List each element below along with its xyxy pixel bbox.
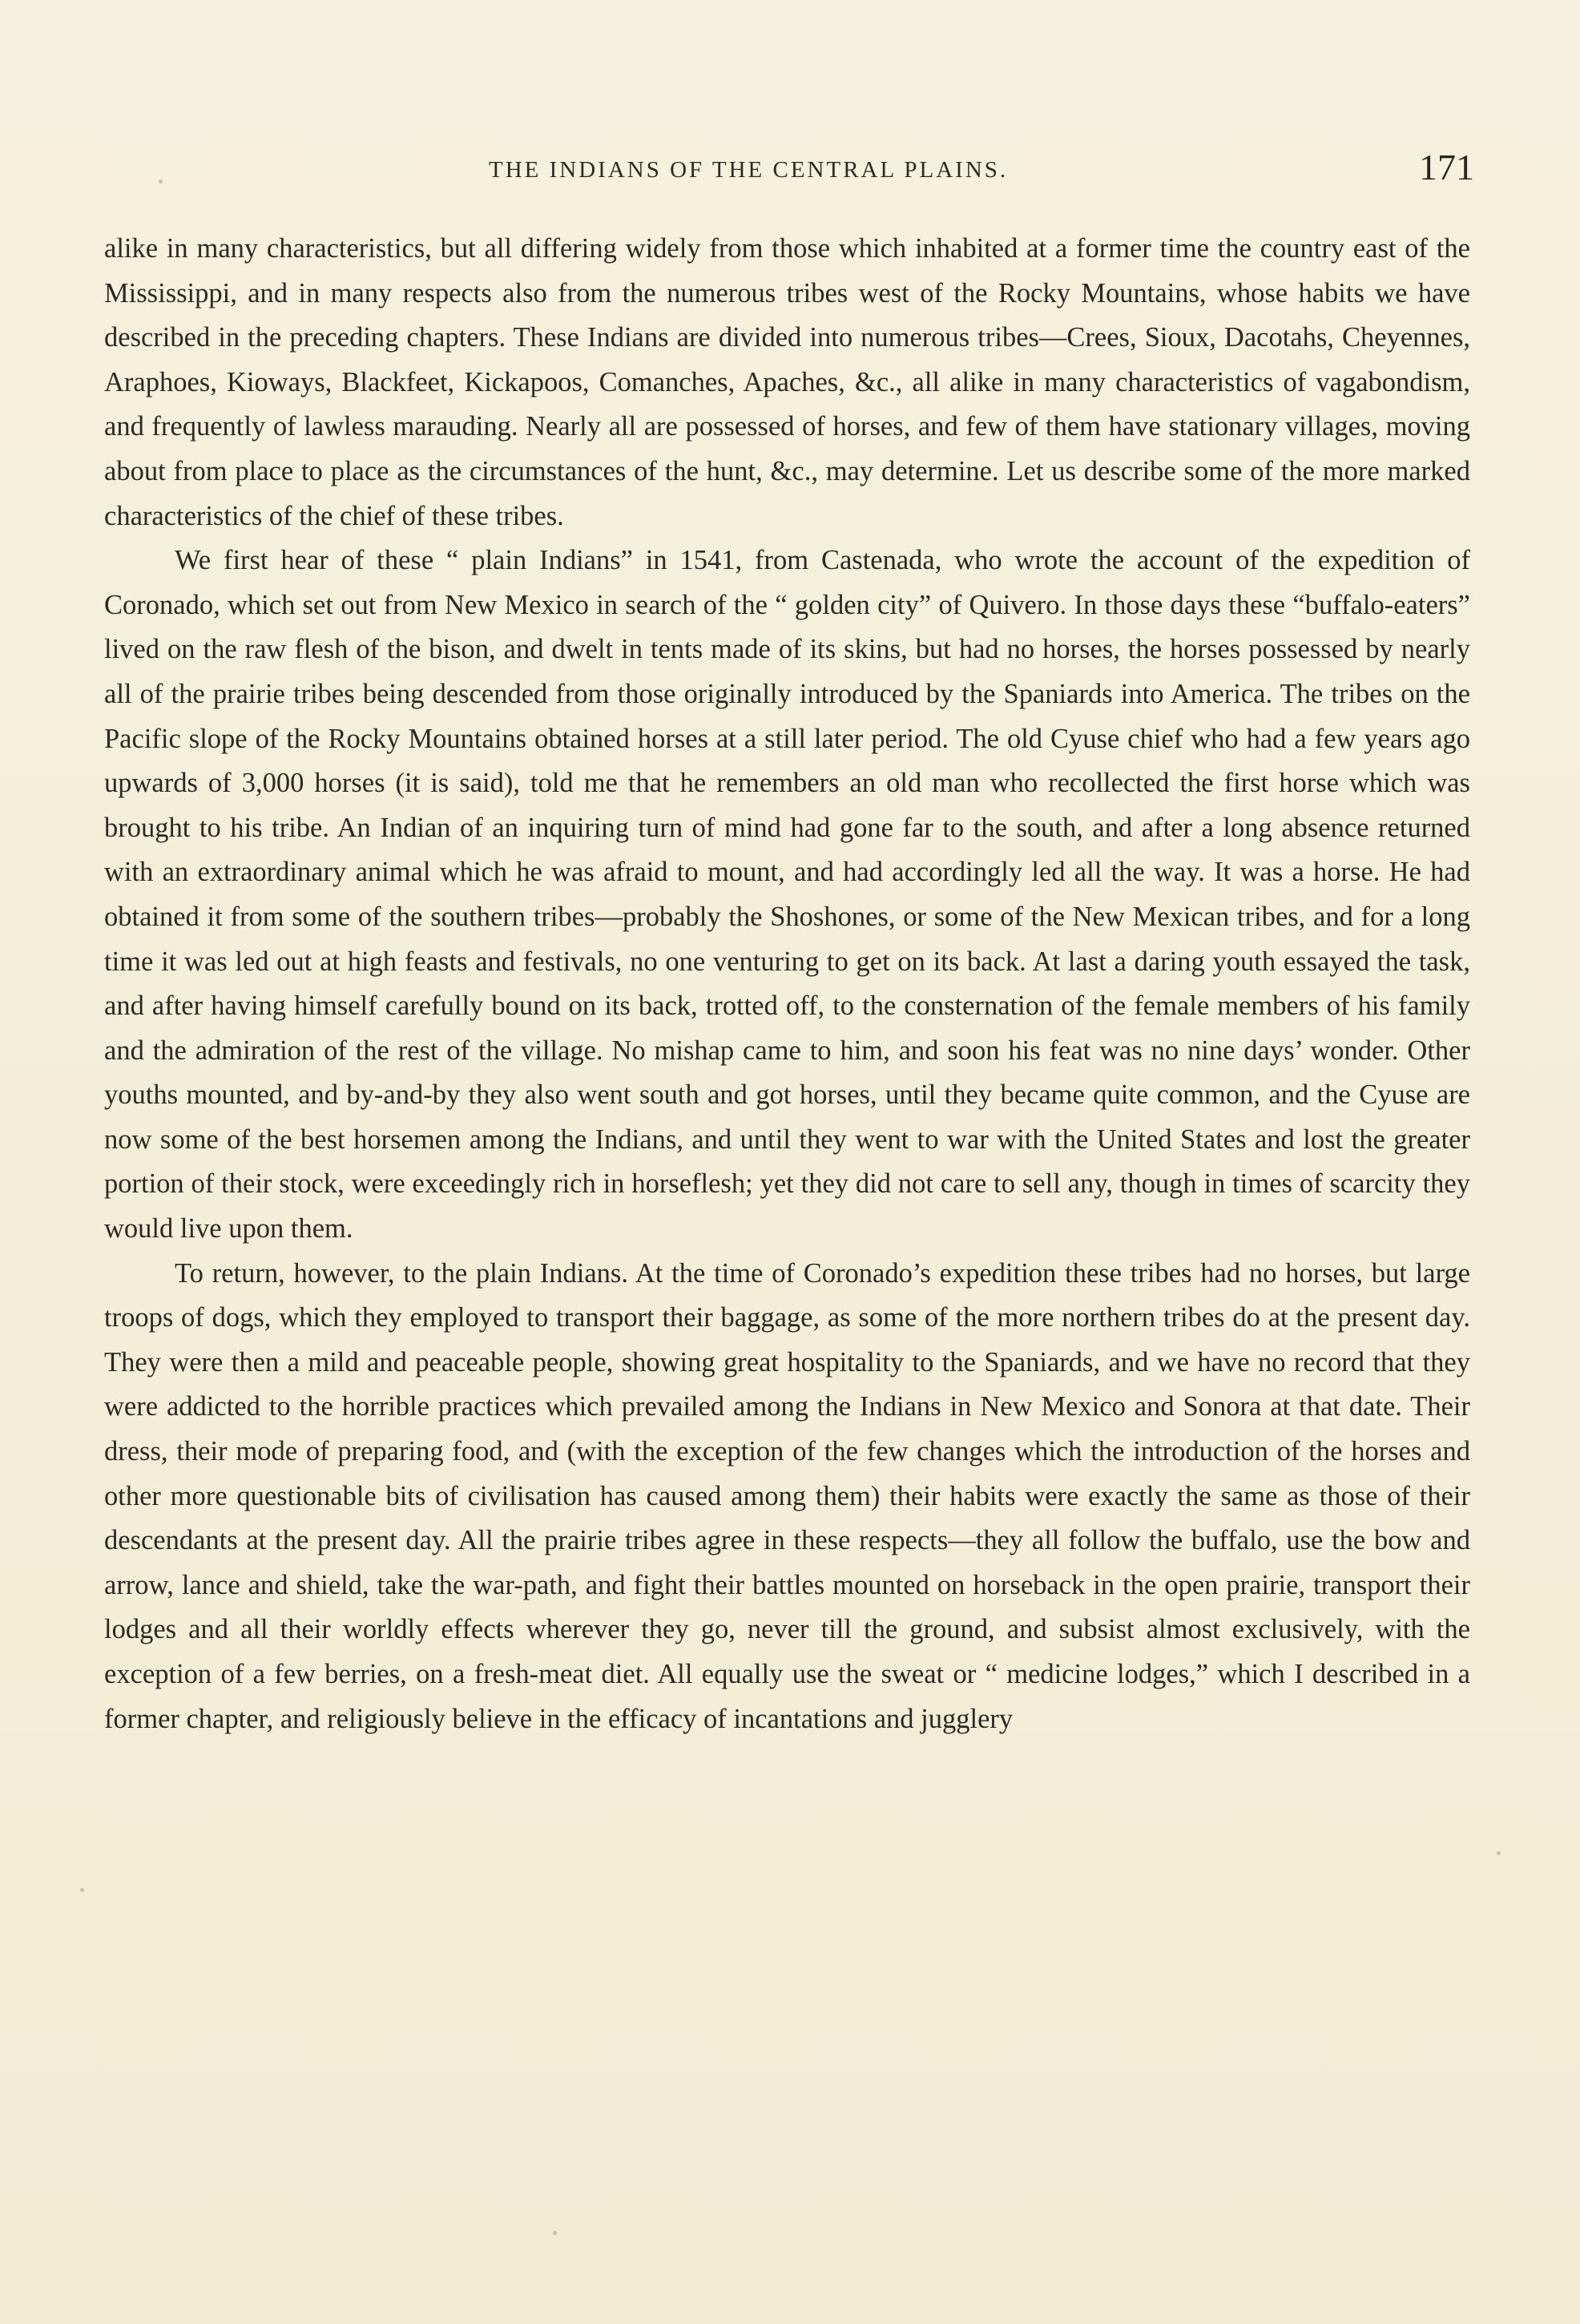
running-head [104,146,1474,194]
paper-speck-mark [80,1888,84,1892]
paragraph-continued: alike in many characteristics, but all differing widely from those which inhabited at a former time the country east of the Mississippi, and in many respects also from the numerous tribes west of the Rocky Mountains, whose habits we have described in the preceding chapters. These Indians are divided into numerous tribes—Crees, Sioux, Dacotahs, Cheyennes, Araphoes, Kioways, Blackfeet, Kickapoos, Comanches, Apaches, &c., all alike in many characteristics of vagabondism, and frequently of lawless marauding. Nearly all are possessed of horses, and few of them have stationary villages, moving about from place to place as the circumstances of the hunt, &c., may determine. Let us describe some of the more marked characteristics of the chief of these tribes. [104,233,1470,531]
paragraph-coronado-expedition: To return, however, to the plain Indians. At the time of Coronado’s expedition these tribes had no horses, but large troops of dogs, which they employed to transport their baggage, as some of the more northern tribes do at the present day. They were then a mild and peaceable people, showing great hospitality to the Spaniards, and we have no record that they were addicted to the horrible practices which prevailed among the Indians in New Mexico and Sonora at that date. Their dress, their mode of preparing food, and (with the exception of the few changes which the introduction of the horses and other more questionable bits of civilisation has caused among them) their habits were exactly the same as those of their descendants at the present day. All the prairie tribes agree in these respects—they all follow the buffalo, use the bow and arrow, lance and shield, take the war-path, and fight their battles mounted on horseback in the open prairie, transport their lodges and all their worldly effects wherever they go, never till the ground, and subsist almost exclusively, with the exception of a few berries, on a fresh-meat diet. All equally use the sweat or “ medicine lodges,” which I described in a former chapter, and religiously believe in the efficacy of incantations and jugglery [104,1257,1470,1734]
paper-speck-mark [553,2231,557,2235]
paper-speck-mark [159,180,163,184]
paper-speck-mark [1497,1851,1501,1855]
body-text [104,227,1470,1741]
page-number: 171 [1419,147,1474,188]
paragraph-plain-indians-history: We first hear of these “ plain Indians” in 1541, from Castenada, who wrote the account of the expedition of Coronado, which set out from New Mexico in search of the “ golden city” of Quivero. In those days these “buffalo-eaters” lived on the raw flesh of the bison, and dwelt in tents made of its skins, but had no horses, the horses possessed by nearly all of the prairie tribes being descended from those originally introduced by the Spaniards into America. The tribes on the Pacific slope of the Rocky Mountains obtained horses at a still later period. The old Cyuse chief who had a few years ago upwards of 3,000 horses (it is said), told me that he remembers an old man who recollected the first horse which was brought to his tribe. An Indian of an inquiring turn of mind had gone far to the south, and after a long absence returned with an extraordinary animal which he was afraid to mount, and had accordingly led all the way. It was a horse. He had obtained it from some of the southern tribes—probably the Shoshones, or some of the New Mexican tribes, and for a long time it was led out at high feasts and festivals, no one venturing to get on its back. At last a daring youth essayed the task, and after having himself carefully bound on its back, trotted off, to the consternation of the female members of his family and the admiration of the rest of the village. No mishap came to him, and soon his feat was no nine days’ wonder. Other youths mounted, and by-and-by they also went south and got horses, until they became quite common, and the Cyuse are now some of the best horsemen among the Indians, and until they went to war with the United States and lost the greater portion of their stock, were exceedingly rich in horseflesh; yet they did not care to sell any, though in times of scarcity they would live upon them. [104,545,1470,1245]
running-head-title: THE INDIANS OF THE CENTRAL PLAINS. [489,157,1009,183]
